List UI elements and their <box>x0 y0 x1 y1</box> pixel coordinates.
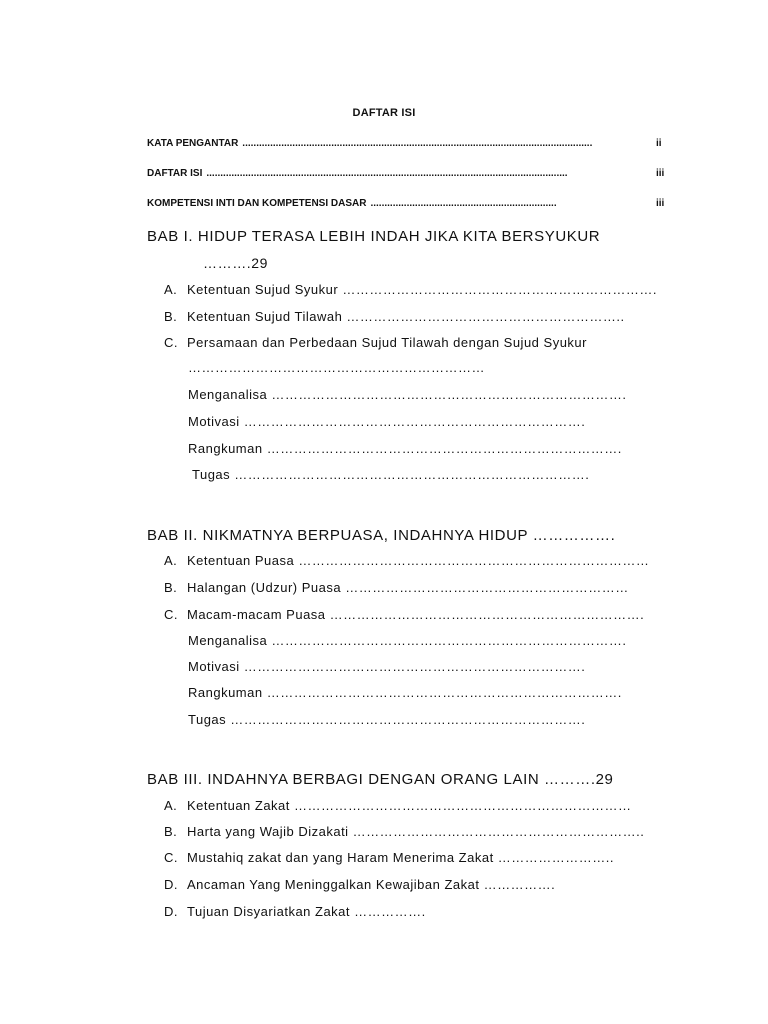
sub-item-menganalisa: Menganalisa ……………………………………………………………………. <box>188 387 627 402</box>
list-item-text: Tujuan Disyariatkan Zakat ……………. <box>187 904 426 919</box>
sub-item-motivasi: Motivasi …………………………………………………………………. <box>188 659 586 674</box>
list-item-text: Mustahiq zakat dan yang Haram Menerima Zakat …………………….. <box>187 850 615 865</box>
chapter-2-heading: BAB II. NIKMATNYA BERPUASA, INDAHNYA HIDUP ……………. <box>147 527 616 544</box>
sub-item-motivasi: Motivasi …………………………………………………………………. <box>188 414 586 429</box>
list-item <box>164 335 587 350</box>
list-marker: D. <box>164 877 178 892</box>
sub-item-rangkuman: Rangkuman ……………………………………………………………………. <box>188 441 622 456</box>
page-title: DAFTAR ISI <box>352 107 416 119</box>
list-item-text: Ancaman Yang Meninggalkan Kewajiban Zakat ……………. <box>187 877 556 892</box>
list-item <box>164 553 649 568</box>
list-marker: A. <box>164 553 178 568</box>
list-item <box>164 850 614 865</box>
list-item-text: Persamaan dan Perbedaan Sujud Tilawah dengan Sujud Syukur <box>187 335 587 350</box>
list-item <box>164 309 625 324</box>
list-marker: B. <box>164 824 178 839</box>
list-item <box>164 877 555 892</box>
list-item-text: Halangan (Udzur) Puasa ……………………………………………………… <box>187 580 629 595</box>
chapter-1-heading: BAB I. HIDUP TERASA LEBIH INDAH JIKA KITA BERSYUKUR <box>147 228 601 245</box>
list-item-text: Harta yang Wajib Dizakati ……………………………………………………….. <box>187 824 645 839</box>
toc-entry-kata-pengantar <box>147 138 670 149</box>
list-marker: C. <box>164 335 178 350</box>
list-item-text: Macam-macam Puasa ……………………………………………………………. <box>187 607 645 622</box>
toc-entry-daftar-isi <box>147 168 670 179</box>
toc-leader-dots: ................................................................... <box>370 198 557 209</box>
list-item-text: Ketentuan Sujud Tilawah …………………………………………………….. <box>187 309 625 324</box>
chapter-3-heading: BAB III. INDAHNYA BERBAGI DENGAN ORANG LAIN ……….29 <box>147 771 614 788</box>
list-item <box>164 904 426 919</box>
sub-item-rangkuman: Rangkuman ……………………………………………………………………. <box>188 685 622 700</box>
list-item-text: Ketentuan Zakat ………………………………………………………………… <box>187 798 632 813</box>
list-item-text: Ketentuan Sujud Syukur ……………………………………………………………. <box>187 282 657 297</box>
list-item <box>164 607 644 622</box>
list-item <box>164 824 644 839</box>
sub-item-tugas: Tugas ……………………………………………………………………. <box>188 712 586 727</box>
toc-entry-label: DAFTAR ISI <box>147 168 203 179</box>
list-item-text: Ketentuan Puasa …………………………………………………………………… <box>187 553 650 568</box>
list-marker: A. <box>164 282 178 297</box>
toc-leader-dots: .............................................................................................................................. <box>242 138 593 149</box>
toc-entry-label: KOMPETENSI INTI DAN KOMPETENSI DASAR <box>147 198 367 209</box>
list-marker: B. <box>164 580 178 595</box>
list-marker: B. <box>164 309 178 324</box>
list-marker: A. <box>164 798 178 813</box>
toc-entry-label: KATA PENGANTAR <box>147 138 239 149</box>
list-marker: D. <box>164 904 178 919</box>
toc-leader-dots: .................................................................................................................................. <box>206 168 568 179</box>
list-marker: C. <box>164 850 178 865</box>
list-item <box>164 580 629 595</box>
toc-page-number: iii <box>656 198 665 209</box>
chapter-1-page: ……….29 <box>203 255 269 271</box>
toc-page-number: iii <box>656 168 665 179</box>
list-item <box>164 282 657 297</box>
toc-page-number: ii <box>656 138 662 149</box>
sub-item-menganalisa: Menganalisa ……………………………………………………………………. <box>188 633 627 648</box>
list-item <box>164 798 632 813</box>
list-marker: C. <box>164 607 178 622</box>
list-item-continuation: ………………………………………………………… <box>188 360 485 375</box>
toc-entry-kompetensi <box>147 198 670 209</box>
sub-item-tugas: Tugas ……………………………………………………………………. <box>192 467 590 482</box>
